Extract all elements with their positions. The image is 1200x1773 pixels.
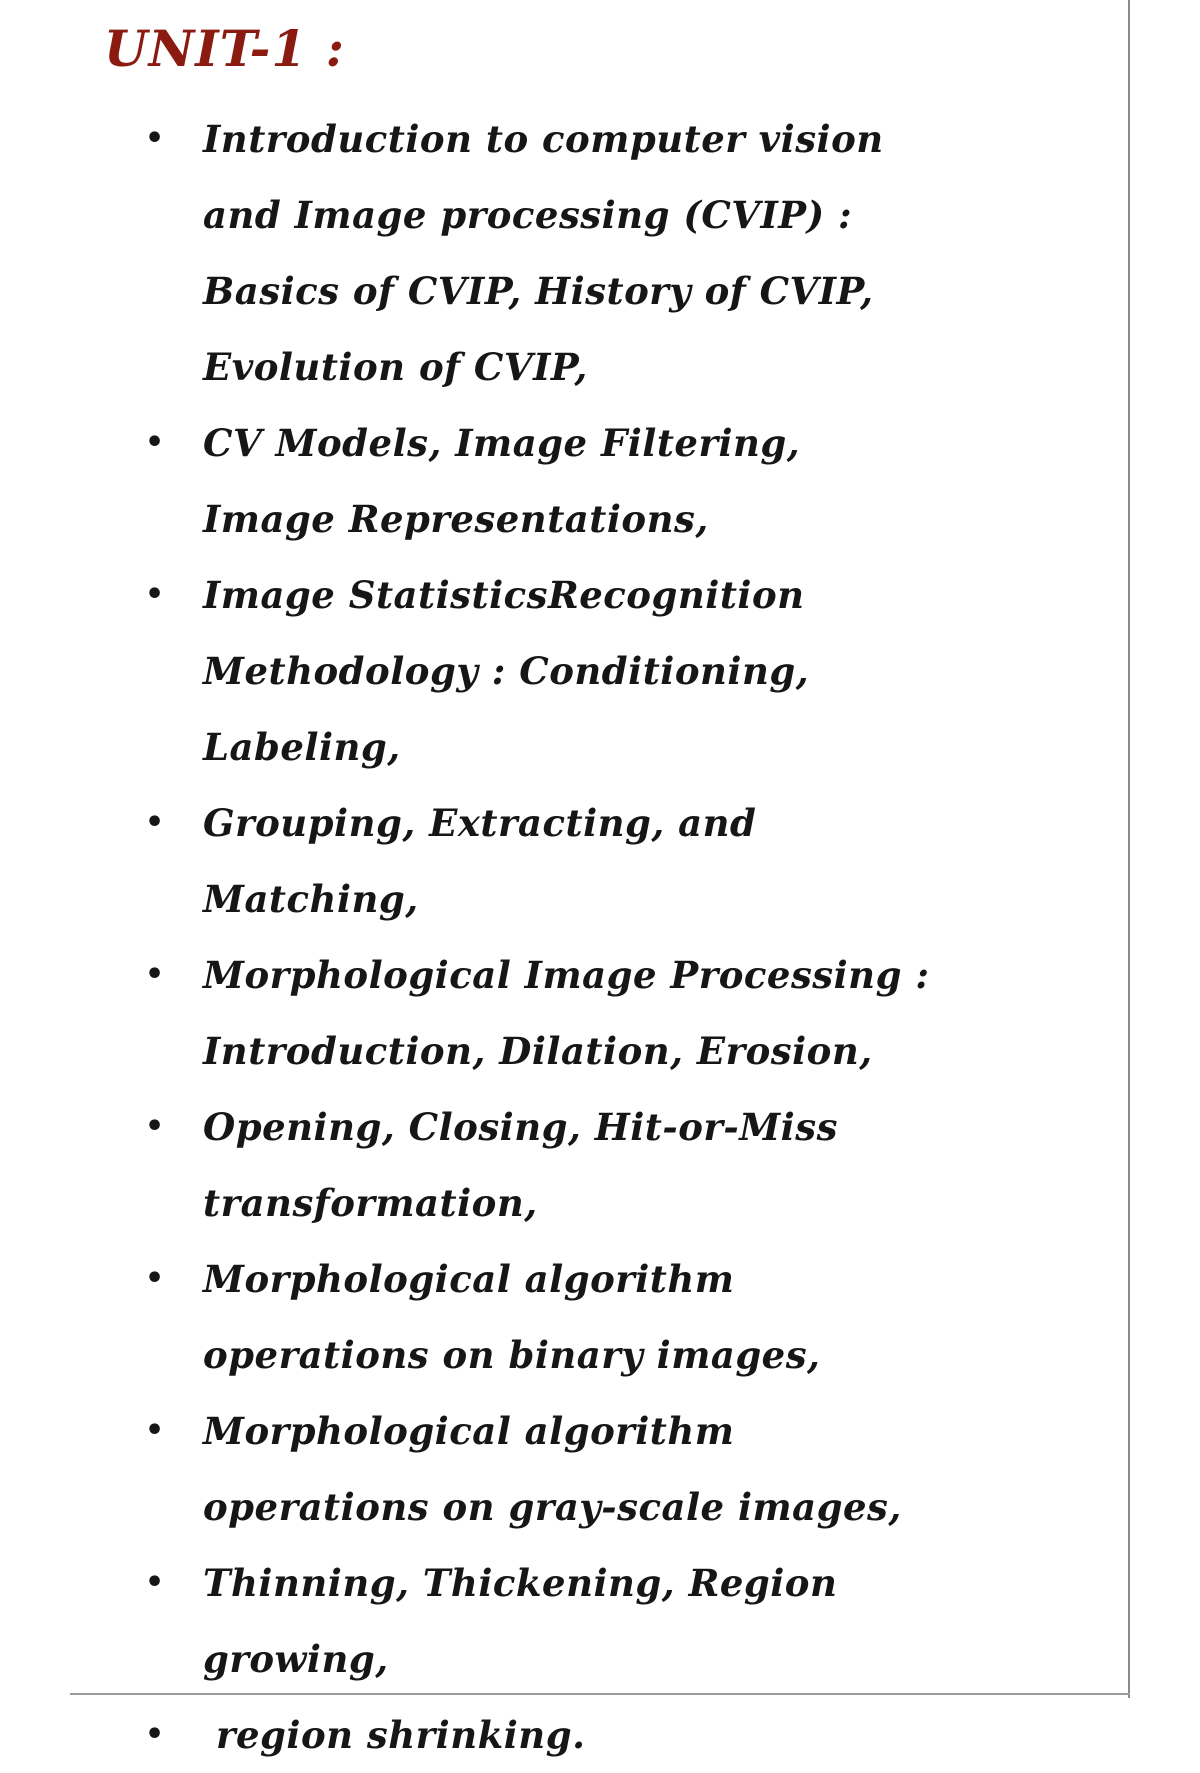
topic-text: region shrinking. xyxy=(216,1713,586,1757)
list-item xyxy=(0,101,933,405)
topic-text: Image StatisticsRecognition Methodology : Conditioning, Labeling, xyxy=(203,573,810,769)
topic-text: Morphological Image Processing : Introduction, Dilation, Erosion, xyxy=(203,953,930,1073)
list-item xyxy=(0,1545,933,1697)
bullet-icon: • xyxy=(145,805,165,840)
bullet-icon: • xyxy=(145,1413,165,1448)
page-bottom-border xyxy=(70,1693,1130,1695)
bullet-icon: • xyxy=(145,425,165,460)
topic-text: Grouping, Extracting, and Matching, xyxy=(203,801,757,921)
list-item xyxy=(0,1697,946,1773)
list-item xyxy=(0,1241,933,1393)
list-item xyxy=(0,1089,933,1241)
topic-text: Opening, Closing, Hit-or-Miss transformation, xyxy=(203,1105,838,1225)
list-item xyxy=(0,785,933,937)
topic-list xyxy=(0,101,946,1773)
list-item xyxy=(0,937,933,1089)
bullet-icon: • xyxy=(145,577,165,612)
bullet-icon: • xyxy=(145,1565,165,1600)
bullet-icon: • xyxy=(145,1109,165,1144)
list-item xyxy=(0,1393,933,1545)
bullet-icon: • xyxy=(145,1717,165,1752)
topic-text: Morphological algorithm operations on gray-scale images, xyxy=(203,1409,902,1529)
page-right-border xyxy=(1128,0,1130,1698)
bullet-icon: • xyxy=(145,121,165,156)
topic-text: Morphological algorithm operations on binary images, xyxy=(203,1257,821,1377)
bullet-icon: • xyxy=(145,957,165,992)
list-item xyxy=(0,557,933,785)
topic-text: Thinning, Thickening, Region growing, xyxy=(203,1561,838,1681)
topic-text: CV Models, Image Filtering, Image Representations, xyxy=(203,421,801,541)
bullet-icon: • xyxy=(145,1261,165,1296)
topic-text: Introduction to computer vision and Image processing (CVIP) : Basics of CVIP, History of CVIP, Evolution of CVIP, xyxy=(203,117,884,389)
list-item xyxy=(0,405,933,557)
unit-title: UNIT-1 : xyxy=(104,19,346,78)
